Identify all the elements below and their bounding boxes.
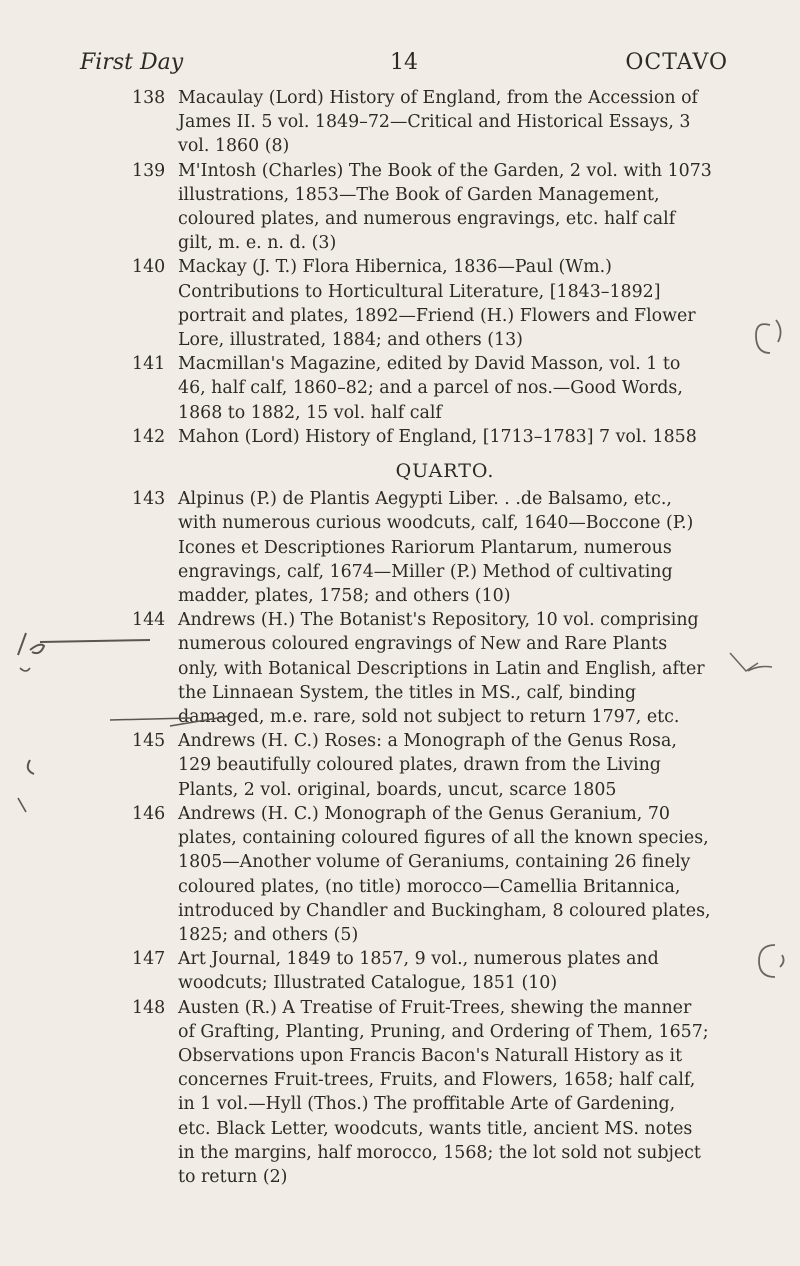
lot-number: 146	[132, 803, 166, 824]
lot-number: 141	[132, 354, 166, 375]
underline-mark	[110, 716, 230, 726]
lot-description: Mahon (Lord) History of England, [1713–1783] 7 vol. 1858	[178, 426, 697, 447]
margin-tick-mark	[730, 653, 772, 671]
margin-tick-mark	[18, 798, 26, 812]
lot-number: 142	[132, 426, 166, 447]
binding-hole-mark	[759, 945, 784, 977]
lot-description: M'Intosh (Charles) The Book of the Garden, 2 vol. with 1073 illustrations, 1853—The Book of Garden Management, coloured plates, and numerous engravings, etc. half calf gilt, m. e. n. d. (3)	[178, 160, 712, 254]
lot-description: Art Journal, 1849 to 1857, 9 vol., numerous plates and woodcuts; Illustrated Catalogue, 1851 (10)	[178, 949, 659, 994]
lot-number: 139	[132, 160, 166, 181]
lot-description: Mackay (J. T.) Flora Hibernica, 1836—Paul (Wm.) Contributions to Horticultural Literature, [1843–1892] portrait and plates, 1892—Friend (H.) Flowers and Flower Lore, illustrated, 1884; and others (13)	[178, 257, 696, 351]
lot-description: Macaulay (Lord) History of England, from the Accession of James II. 5 vol. 1849–72—Critical and Historical Essays, 3 vol. 1860 (8)	[178, 88, 698, 157]
running-head: First Day	[80, 50, 184, 75]
margin-bracket-mark	[18, 633, 150, 655]
binding-hole-mark	[756, 320, 781, 353]
lot-number: 148	[132, 997, 166, 1018]
margin-tick-mark	[20, 668, 30, 671]
page-number: 14	[390, 50, 418, 75]
lot-description: Macmillan's Magazine, edited by David Masson, vol. 1 to 46, half calf, 1860–82; and a parcel of nos.—Good Words, 1868 to 1882, 15 vol. half calf	[178, 354, 683, 423]
lot-number: 147	[132, 949, 166, 970]
lot-number: 144	[132, 610, 166, 631]
section-heading: QUARTO.	[395, 460, 495, 483]
lot-number: 140	[132, 257, 166, 278]
section-label: OCTAVO	[625, 50, 728, 75]
lot-description: Andrews (H. C.) Monograph of the Genus Geranium, 70 plates, containing coloured figures of all the known species, 1805—Another volume of Geraniums, containing 26 finely coloured plates, (no title) morocco—Camellia Britannica, introduced by Chandler and Buckingham, 8 coloured plates, 1825; and others (5)	[178, 803, 711, 945]
lot-number: 143	[132, 489, 166, 510]
margin-bracket-mark	[28, 760, 34, 774]
lot-number: 138	[132, 88, 166, 108]
lot-description: Andrews (H. C.) Roses: a Monograph of the Genus Rosa, 129 beautifully coloured plates, drawn from the Living Plants, 2 vol. original, boards, uncut, scarce 1805	[178, 731, 677, 800]
lot-number: 145	[132, 731, 166, 752]
lot-description: Austen (R.) A Treatise of Fruit-Trees, shewing the manner of Grafting, Planting, Pruning, and Ordering of Them, 1657; Observations upon Francis Bacon's Naturall History as it concernes Fruit-trees, Fruits, and Flowers, 1658; half calf, in 1 vol.—Hyll (Thos.) The proffitable Arte of Gardening, etc. Black Letter, woodcuts, wants title, ancient MS. notes in the margins, half morocco, 1568; the lot sold not subject to return (2)	[178, 997, 709, 1187]
lot-description: Andrews (H.) The Botanist's Repository, 10 vol. comprising numerous coloured engravings of New and Rare Plants only, with Botanical Descriptions in Latin and English, after the Linnaean System, the titles in MS., calf, binding damaged, m.e. rare, sold not subject to return 1797, etc.	[178, 610, 705, 728]
lot-description: Alpinus (P.) de Plantis Aegypti Liber. . .de Balsamo, etc., with numerous curious woodcuts, calf, 1640—Boccone (P.) Icones et Descriptiones Rariorum Plantarum, numerous engravings, calf, 1674—Miller (P.) Method of cultivating madder, plates, 1758; and others (10)	[178, 489, 694, 607]
